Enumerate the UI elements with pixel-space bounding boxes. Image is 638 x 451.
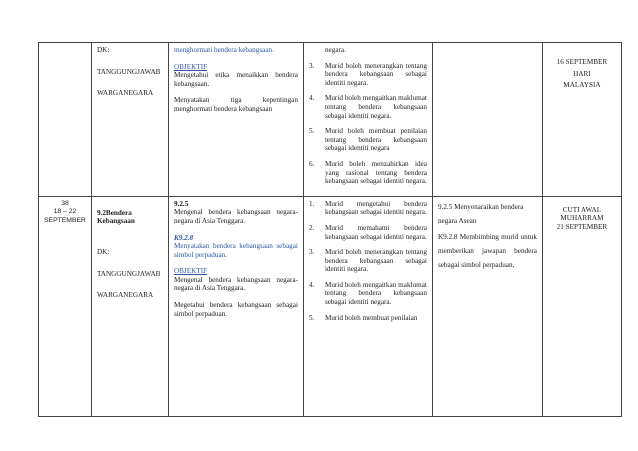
lesson-plan-table bbox=[38, 42, 622, 417]
standard-continuation: menghormati bendera kebangsaan. bbox=[173, 46, 274, 54]
objektif-text-2: Megetahui bendera kebangsaan sebagai simbol perpaduan. bbox=[173, 301, 298, 318]
objektif-label: OBJEKTIF bbox=[173, 62, 208, 71]
table-row bbox=[39, 196, 622, 416]
objective-continuation: negara. bbox=[324, 46, 346, 54]
warganegara-label: WARGANEGARA bbox=[96, 291, 154, 300]
activity-cell bbox=[432, 196, 542, 416]
dk-label: DK: bbox=[96, 247, 110, 256]
objectives-cell bbox=[303, 43, 432, 197]
topic-title: 9.2Bendera Kebangsaan bbox=[96, 208, 135, 226]
holiday-line-3: 21 SEPTEMBER bbox=[556, 222, 608, 231]
list-item: 5. Murid boleh membuat penilaian bbox=[308, 313, 418, 322]
objective-list bbox=[309, 200, 427, 323]
list-item: 4. Murid boleh mengaitkan maklumat tentang bendera kebangsaan sebagai identiti negara. bbox=[308, 280, 427, 307]
objective-list bbox=[309, 62, 427, 186]
standard-cell bbox=[168, 196, 303, 416]
holiday-line-2: MUHARRAM bbox=[560, 214, 604, 223]
list-item: 1. Murid mengetahui bendera kebangsaan sebagai identiti negara. bbox=[308, 199, 427, 217]
dk-label: DK: bbox=[96, 46, 110, 54]
activity-text-1: 9.2.5 Menyenaraikan bendera negara Asean bbox=[437, 202, 524, 225]
list-item: 6. Murid boleh menzahirkan idea yang rasional tentang bendera kebangsaan sebagai identiti negara. bbox=[308, 159, 427, 186]
notes-cell bbox=[542, 43, 621, 197]
standard-code: 9.2.5 bbox=[173, 199, 189, 208]
objektif-text: Mengenal bendera kebangsaan negara-negara di Asia Tenggara. bbox=[173, 275, 298, 293]
table-row bbox=[39, 43, 622, 197]
holiday-word: HARI bbox=[573, 69, 591, 78]
week-cell bbox=[39, 196, 92, 416]
week-cell bbox=[39, 43, 92, 197]
holiday-name: MALAYSIA bbox=[563, 81, 601, 90]
topic-cell bbox=[91, 196, 168, 416]
objektif-label: OBJEKTIF bbox=[173, 267, 208, 276]
list-item: 2. Murid memahami bendera kebangsaan sebagai identiti negara. bbox=[308, 223, 427, 241]
holiday-line-1: CUTI AWAL bbox=[562, 205, 602, 214]
tanggungjawab-label: TANGGUNGJAWAB bbox=[96, 269, 161, 278]
topic-cell bbox=[91, 43, 168, 197]
list-item: 5. Murid boleh membuat penilaian tentang bendera kebangsaan sebagai identiti negara bbox=[308, 127, 427, 153]
objectives-cell bbox=[303, 196, 432, 416]
standard-text-k: Menyatakan bendera kebangsaan sebagai simbol perpaduan. bbox=[173, 242, 298, 259]
tanggungjawab-label: TANGGUNGJAWAB bbox=[96, 67, 161, 76]
standard-cell bbox=[168, 43, 303, 197]
list-item: 3. Murid boleh menerangkan tentang bendera kebangsaan sebagai identiti negara. bbox=[308, 248, 427, 274]
standard-text: Menyatakan tiga kepentingan menghormati bendera kebangsaan bbox=[173, 96, 298, 113]
standard-code-k: K9.2.8 bbox=[173, 233, 194, 242]
standard-text: Mengenal bendera kebangsaan negara-negara di Asia Tenggara. bbox=[173, 208, 298, 225]
notes-cell bbox=[542, 196, 621, 416]
week-month: SEPTEMBER bbox=[44, 216, 86, 224]
activity-text-2: K9.2.8 Membimbing murid untuk memberikan jawapan bendera sebagai simbol perpaduan, bbox=[437, 232, 537, 269]
list-item: 3. Murid boleh menerangkan tentang bendera kebangsaan sebagai identiti negara. bbox=[308, 61, 427, 87]
list-item: 4. Murid boleh mengaitkan maklumat tentang bendera kebangsaan sebagai identiti negara. bbox=[308, 94, 427, 120]
week-dates: 18 – 22 bbox=[53, 208, 77, 216]
week-number: 38 bbox=[61, 199, 69, 207]
activity-cell bbox=[432, 43, 542, 197]
holiday-date: 16 SEPTEMBER bbox=[556, 58, 608, 66]
objektif-text: Mengetahui etika menaikkan bendera kebangsaan. bbox=[173, 71, 298, 88]
warganegara-label: WARGANEGARA bbox=[96, 89, 154, 98]
